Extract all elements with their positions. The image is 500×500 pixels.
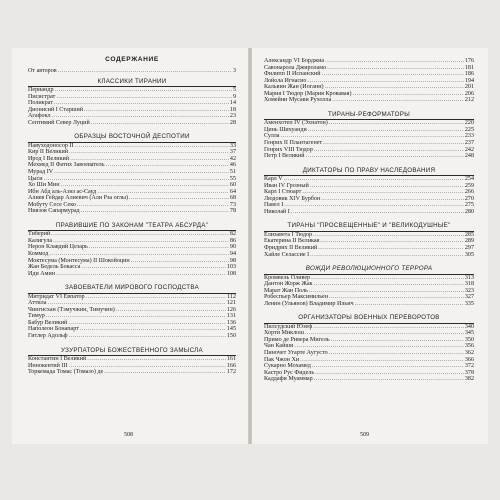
toc-entry-page: 297 [464, 244, 474, 251]
toc-entry-name: Моктесума (Монтесума) II Шокойоцин [28, 257, 130, 264]
toc-entry-name: Кальвин Жан (Иоганн) [264, 84, 324, 91]
toc-entry-page: 108 [226, 270, 236, 277]
toc-entry-page: 5 [232, 87, 236, 94]
toc-entry-name: Ибн Абд аль-Азиз ас-Сауд [28, 188, 97, 195]
toc-entry [264, 252, 474, 259]
toc-entry-page: 266 [464, 189, 474, 196]
section-gap [28, 126, 236, 130]
toc-entry-page: 323 [464, 287, 474, 294]
toc-entry-name: Павел I [264, 202, 284, 209]
toc-entry-name: Тимур [28, 313, 45, 320]
toc-entry-page: 285 [464, 231, 474, 238]
toc-entry-name: Алиев Гейдар Алиевич (Али Рза оглы) [28, 195, 129, 202]
toc-entry-name: Кромвель Оливер [264, 274, 311, 281]
toc-entry-page: 3 [232, 68, 236, 74]
leader-dots [69, 333, 226, 340]
toc-entry [264, 209, 474, 216]
toc-entry-page: 280 [464, 208, 474, 215]
toc-entry-name: Цинь Шихуанди [264, 126, 307, 133]
toc-entry-page: 372 [464, 363, 474, 370]
toc-entry-page: 362 [464, 350, 474, 356]
toc-entry-name: Ирод I Великий [28, 155, 70, 162]
toc-entry-page: 33 [229, 142, 236, 149]
toc-entry-name: Хорти Миклош [264, 330, 304, 337]
toc-entry-name: Писистрат [28, 93, 56, 100]
toc-entry-name: Лойола Игнасио [264, 77, 307, 84]
page-number-left: 508 [124, 432, 133, 438]
toc-entry-name: Пак Чжон Хи [264, 356, 300, 363]
toc-entry-name: Агафокл [28, 113, 51, 120]
section-heading: ДИКТАТОРЫ ПО ПРАВУ НАСЛЕДОВАНИЯ [302, 166, 436, 174]
toc-entry-page: 150 [226, 332, 236, 339]
toc-entry [28, 120, 236, 127]
section-heading: ТИРАНЫ "ПРОСВЕЩЕННЫЕ" И "ВЕЛИКОДУШНЫЕ" [287, 222, 451, 230]
toc-entry-page: 90 [229, 244, 236, 251]
toc-entry-name: Мобуту Сесе Секо [28, 201, 76, 208]
toc-entry-page: 201 [464, 84, 474, 91]
right-sections [264, 58, 474, 387]
section-gap [264, 258, 474, 262]
toc-entry-page: 18 [229, 106, 236, 113]
toc-entry-name: Карл I Стюарт [264, 189, 302, 196]
toc-entry-name: Мурад IV [28, 169, 54, 176]
toc-entry-name: Дионисий I Старший [28, 106, 83, 113]
leader-dots [306, 153, 464, 160]
toc-entry-name: Аттила [28, 300, 47, 307]
toc-entry-page: 9 [232, 93, 236, 100]
toc-entry-page: 82 [229, 231, 236, 238]
toc-entry-page: 206 [464, 90, 474, 97]
toc-entry-page: 68 [229, 195, 236, 202]
toc-entry-page: 73 [229, 201, 236, 208]
toc-entry [264, 376, 474, 383]
toc-entry-name: Генрих II Плантагенет [264, 139, 323, 146]
section-gap [264, 104, 474, 108]
toc-entry-page: 37 [229, 149, 236, 156]
section-heading: ОРГАНИЗАТОРЫ ВОЕННЫХ ПЕРЕВОРОТОВ [298, 314, 440, 322]
toc-entry-name: Фридрих II Великий [264, 244, 318, 251]
leader-dots [91, 120, 229, 127]
toc-entry-page: 259 [464, 182, 474, 189]
toc-entry-intro [28, 68, 236, 75]
toc-entry-name: Иван IV Грозный [264, 182, 309, 189]
toc-entry-page: 289 [464, 238, 474, 245]
toc-entry-page: 121 [226, 300, 236, 307]
section-gap [264, 215, 474, 219]
toc-entry-page: 103 [226, 264, 236, 271]
toc-entry-page: 131 [226, 313, 236, 320]
section-heading: ВОЖДИ РЕВОЛЮЦИОННОГО ТЕРРОРА [305, 265, 433, 273]
toc-entry-name: Калигула [28, 237, 53, 244]
leader-dots [58, 68, 232, 75]
toc-entry-page: 186 [464, 71, 474, 78]
toc-entry-page: 78 [229, 208, 236, 215]
toc-entry [264, 153, 474, 160]
toc-entry [264, 97, 474, 104]
page-number-right: 509 [360, 432, 369, 438]
toc-entry-page: 345 [464, 330, 474, 337]
toc-entry-name: Жан Бедель Бокасса [28, 264, 81, 271]
toc-entry [28, 369, 236, 376]
toc-entry [28, 208, 236, 215]
toc-entry-name: Елизавета I Тюдор [264, 231, 313, 238]
section-heading: ПРАВИВШИЕ ПО ЗАКОНАМ "ТЕАТРА АБСУРДА" [55, 221, 209, 229]
toc-entry-page: 220 [464, 120, 474, 127]
section-gap [264, 383, 474, 387]
toc-entry-page: 166 [226, 362, 236, 369]
toc-entry-name: Пиночет Угарте Аугусто [264, 350, 328, 356]
toc-entry-name: Мария I Тюдор (Мария Кровавая) [264, 90, 352, 97]
toc-entry-page: 161 [226, 356, 236, 362]
toc-entry-name: Николай I [264, 208, 290, 215]
toc-entry-page: 176 [464, 58, 474, 64]
toc-entry-name: Торкемада Томас (Томазо) де [28, 369, 104, 376]
toc-entry-page: 136 [226, 319, 236, 326]
toc-entry-page: 112 [227, 293, 236, 300]
left-sections [28, 78, 236, 380]
toc-entry-page: 23 [229, 113, 236, 120]
toc-entry-name: Хайле Селассие I [264, 251, 310, 258]
section-gap [264, 160, 474, 164]
toc-entry-name: От авторов [28, 68, 57, 74]
toc-entry-name: Поликрат [28, 100, 53, 107]
toc-entry-page: 64 [229, 188, 236, 195]
toc-entry-page: 366 [464, 356, 474, 363]
toc-entry-name: Сулла [264, 133, 280, 140]
right-page [252, 48, 488, 444]
section-heading: ОБРАЗЦЫ ВОСТОЧНОЙ ДЕСПОТИИ [74, 133, 190, 141]
toc-entry-name: Кастро Рус Фидель [264, 369, 315, 376]
toc-entry-name: Аменхотеп IV (Эхнатон) [264, 120, 328, 127]
section-gap [28, 340, 236, 344]
toc-entry-page: 237 [464, 139, 474, 146]
toc-entry-page: 60 [229, 182, 236, 189]
leader-dots [332, 97, 464, 104]
toc-entry-name: Хо Ши Мин [28, 182, 60, 189]
toc-entry-name: Каддафи Муаммар [264, 376, 313, 383]
toc-entry-page: 194 [464, 77, 474, 84]
toc-entry-page: 305 [464, 251, 474, 258]
toc-entry-page: 248 [464, 153, 474, 160]
toc-entry-name: Филипп II Испанский [264, 71, 321, 78]
section-heading: ТИРАНЫ-РЕФОРМАТОРЫ [327, 110, 411, 118]
toc-entry [28, 333, 236, 340]
toc-entry-name: Людовик XIV Бурбон [264, 195, 321, 202]
toc-entry-name: Митридат VI Евпатор [28, 293, 85, 300]
toc-entry-name: Робеспьер Максимильен [264, 294, 328, 301]
toc-entry-name: Александр VI Борджиа [264, 58, 325, 64]
toc-entry-name: Генрих VIII Тюдор [264, 146, 313, 153]
section-gap [28, 376, 236, 380]
toc-entry-page: 172 [226, 369, 236, 376]
toc-entry-page: 318 [464, 281, 474, 288]
toc-entry-name: Навуходоносор II [28, 142, 74, 149]
toc-entry-page: 225 [464, 126, 474, 133]
toc-entry-name: Екатерина II Великая [264, 238, 320, 245]
toc-entry-page: 382 [464, 376, 474, 383]
leader-dots [56, 271, 226, 278]
toc-entry-page: 233 [464, 133, 474, 140]
toc-entry-name: Иди Амин [28, 270, 56, 277]
leader-dots [104, 369, 226, 376]
toc-entry-name: Нерон Клавдий Цезарь [28, 244, 88, 251]
toc-entry-page: 335 [464, 300, 474, 307]
leader-dots [81, 208, 229, 215]
section-gap [264, 307, 474, 311]
toc-entry-page: 14 [229, 100, 236, 107]
toc-entry-page: 327 [464, 294, 474, 301]
toc-entry-name: Наполеон Бонапарт [28, 326, 79, 333]
toc-entry-name: Мехмед II Фатих Завоеватель [28, 162, 105, 169]
toc-entry-page: 42 [229, 155, 236, 162]
toc-entry-name: Марат Жан Поль [264, 287, 308, 294]
toc-entry-name: Гитлер Адольф [28, 332, 68, 339]
toc-entry-name: Периандр [28, 87, 54, 94]
leader-dots [291, 209, 464, 216]
toc-entry-name: Коммод [28, 250, 49, 257]
left-page [12, 48, 248, 444]
toc-entry-name: Карл V [264, 176, 283, 183]
toc-entry-page: 55 [229, 175, 236, 182]
toc-entry-name: Пилсудский Юзеф [264, 323, 313, 330]
toc-entry-page: 313 [464, 274, 474, 281]
toc-entry-name: Петр I Великий [264, 153, 305, 160]
toc-entry-name: Иннокентий III [28, 362, 68, 369]
toc-entry-name: Бабур Великий [28, 319, 68, 326]
toc-entry-page: 212 [464, 97, 474, 104]
toc-entry-name: Тиберий [28, 231, 51, 238]
toc-entry-page: 181 [464, 64, 474, 71]
toc-entry-page: 242 [464, 146, 474, 153]
toc-entry-page: 98 [229, 257, 236, 264]
toc-entry-page: 28 [229, 119, 236, 126]
toc-entry-name: Кир II Великий [28, 149, 69, 156]
toc-entry-page: 254 [464, 176, 474, 183]
toc-entry-page: 378 [464, 369, 474, 376]
leader-dots [314, 376, 464, 383]
section-heading: УЗУРПАТОРЫ БОЖЕСТВЕННОГО ЗАМЫСЛА [61, 346, 203, 354]
toc-entry-name: Сукарно Мохамед [264, 363, 311, 370]
toc-entry-page: 145 [226, 326, 236, 333]
toc-entry-name: Чан Кайши [264, 343, 294, 350]
toc-entry-page: 46 [229, 162, 236, 169]
leader-dots [310, 252, 464, 259]
section-heading: ЗАВОЕВАТЕЛИ МИРОВОГО ГОСПОДСТВА [64, 284, 200, 292]
toc-entry-name: Септимий Север Луций [28, 119, 90, 126]
toc-entry-page: 270 [464, 195, 474, 202]
toc-entry-name: Ниязов Сапармурад [28, 208, 80, 215]
toc-entry-name: Дантон Жорж Жак [264, 281, 313, 288]
toc-entry-page: 356 [464, 343, 474, 350]
contents-title: СОДЕРЖАНИЕ [105, 56, 159, 63]
toc-entry-name: Чингисхан (Тэмучжин, Тимучин) [28, 306, 115, 313]
toc-entry-name: Хомейни Мусави Рухолла [264, 97, 332, 104]
section-gap [28, 277, 236, 281]
toc-entry [28, 271, 236, 278]
toc-entry-page: 340 [464, 323, 474, 330]
toc-entry-page: 86 [229, 237, 236, 244]
toc-entry-page: 94 [229, 250, 236, 257]
toc-entry-page: 126 [226, 306, 236, 313]
toc-entry-name: Ленин (Ульянов) Владимир Ильич [264, 300, 354, 307]
toc-entry-name: Савонарола Джироламо [264, 64, 327, 71]
toc-entry-name: Цыси [28, 175, 43, 182]
toc-entry-name: Константин I Великий [28, 356, 87, 362]
section-gap [28, 215, 236, 219]
toc-entry-page: 350 [464, 336, 474, 343]
toc-entry [264, 301, 474, 308]
section-heading: КЛАССИКИ ТИРАНИИ [97, 77, 167, 85]
toc-entry-page: 51 [229, 169, 236, 176]
leader-dots [355, 301, 464, 308]
toc-entry-page: 275 [464, 202, 474, 209]
toc-entry-name: Примо де Ривера Мигель [264, 336, 330, 343]
